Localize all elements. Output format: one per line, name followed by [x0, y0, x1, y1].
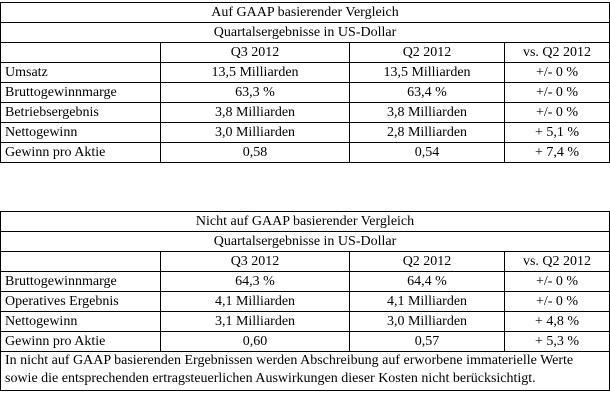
table-row — [1, 312, 610, 332]
q2-value: 64,4 % — [350, 272, 505, 292]
table-row — [1, 63, 610, 83]
table-title: Auf GAAP basierender Vergleich — [1, 3, 610, 23]
header-cell-q3: Q3 2012 — [161, 252, 350, 272]
table-title: Nicht auf GAAP basierender Vergleich — [1, 212, 610, 232]
row-label: Nettogewinn — [1, 123, 161, 143]
table-row — [1, 103, 610, 123]
q2-value: 13,5 Milliarden — [350, 63, 505, 83]
header-cell-q3: Q3 2012 — [161, 43, 350, 63]
q3-value: 4,1 Milliarden — [161, 292, 350, 312]
table-subtitle-row — [1, 23, 610, 43]
gaap-comparison-table — [0, 2, 610, 163]
q2-value: 3,8 Milliarden — [350, 103, 505, 123]
q3-value: 3,1 Milliarden — [161, 312, 350, 332]
change-value: + 4,8 % — [505, 312, 610, 332]
footnote-row — [1, 352, 610, 391]
change-value: +/- 0 % — [505, 292, 610, 312]
table-header-row — [1, 252, 610, 272]
change-value: + 5,3 % — [505, 332, 610, 352]
row-label: Gewinn pro Aktie — [1, 143, 161, 163]
row-label: Bruttogewinnmarge — [1, 83, 161, 103]
header-cell-label — [1, 252, 161, 272]
q3-value: 13,5 Milliarden — [161, 63, 350, 83]
change-value: +/- 0 % — [505, 63, 610, 83]
table-header-row — [1, 43, 610, 63]
change-value: +/- 0 % — [505, 83, 610, 103]
header-cell-label — [1, 43, 161, 63]
q3-value: 63,3 % — [161, 83, 350, 103]
row-label: Nettogewinn — [1, 312, 161, 332]
header-cell-vs: vs. Q2 2012 — [505, 252, 610, 272]
row-label: Bruttogewinnmarge — [1, 272, 161, 292]
header-cell-q2: Q2 2012 — [350, 43, 505, 63]
q3-value: 0,58 — [161, 143, 350, 163]
q2-value: 3,0 Milliarden — [350, 312, 505, 332]
footnote: In nicht auf GAAP basierenden Ergebnissen werden Abschreibung auf erworbene immaterielle Werte sowie die entsprechenden ertragsteuerlichen Auswirkungen dieser Kosten nicht berücksichtigt. — [1, 352, 610, 391]
q3-value: 64,3 % — [161, 272, 350, 292]
table-row — [1, 123, 610, 143]
q3-value: 3,0 Milliarden — [161, 123, 350, 143]
row-label: Gewinn pro Aktie — [1, 332, 161, 352]
table-title-row — [1, 212, 610, 232]
q2-value: 0,54 — [350, 143, 505, 163]
table-subtitle: Quartalsergebnisse in US-Dollar — [1, 232, 610, 252]
table-row — [1, 272, 610, 292]
change-value: + 7,4 % — [505, 143, 610, 163]
q2-value: 4,1 Milliarden — [350, 292, 505, 312]
table-row — [1, 83, 610, 103]
table-row — [1, 143, 610, 163]
non-gaap-comparison-table — [0, 211, 610, 391]
header-cell-vs: vs. Q2 2012 — [505, 43, 610, 63]
header-cell-q2: Q2 2012 — [350, 252, 505, 272]
q2-value: 2,8 Milliarden — [350, 123, 505, 143]
q2-value: 0,57 — [350, 332, 505, 352]
row-label: Operatives Ergebnis — [1, 292, 161, 312]
table-row — [1, 332, 610, 352]
q2-value: 63,4 % — [350, 83, 505, 103]
row-label: Betriebsergebnis — [1, 103, 161, 123]
table-subtitle: Quartalsergebnisse in US-Dollar — [1, 23, 610, 43]
change-value: +/- 0 % — [505, 272, 610, 292]
change-value: + 5,1 % — [505, 123, 610, 143]
q3-value: 0,60 — [161, 332, 350, 352]
q3-value: 3,8 Milliarden — [161, 103, 350, 123]
table-subtitle-row — [1, 232, 610, 252]
row-label: Umsatz — [1, 63, 161, 83]
table-title-row — [1, 3, 610, 23]
table-row — [1, 292, 610, 312]
change-value: +/- 0 % — [505, 103, 610, 123]
